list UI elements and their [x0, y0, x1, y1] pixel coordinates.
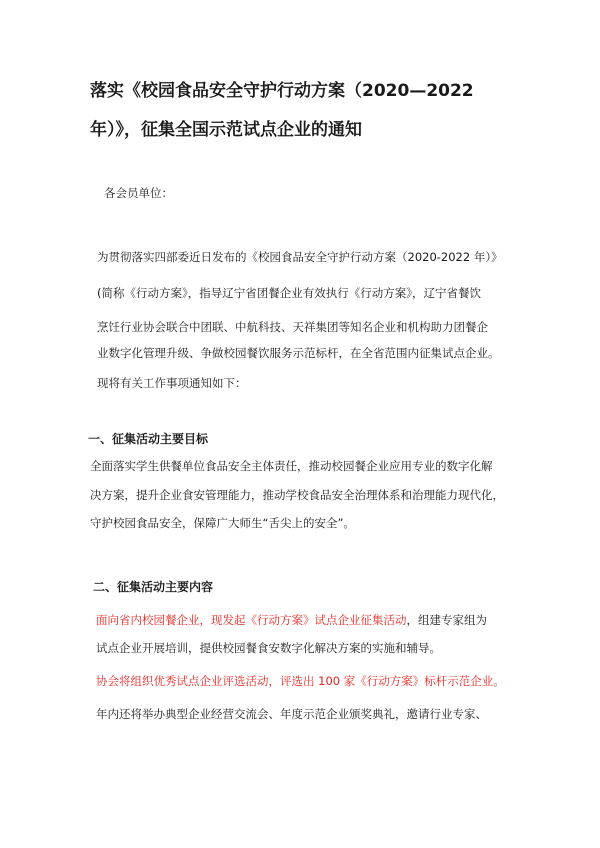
section-content-line: 试点企业开展培训，提供校园餐食安数字化解决方案的实施和辅导。 [96, 641, 441, 655]
intro-line: 为贯彻落实四部委近日发布的《校园食品安全守护行动方案（2020-2022 年）》 [97, 250, 503, 264]
section-goals-line: 守护校园食品安全，保障广大师生“舌尖上的安全”。 [90, 516, 355, 530]
section-content-line: 年内还将举办典型企业经营交流会、年度示范企业颁奖典礼，邀请行业专家、 [96, 707, 487, 721]
section-goals-line: 决方案，提升企业食安管理能力，推动学校食品安全治理体系和治理能力现代化， [90, 488, 504, 502]
document-title-line-1: 落实《校园食品安全守护行动方案（2020—2022 [90, 81, 474, 101]
section-heading-content: 二、征集活动主要内容 [93, 580, 214, 594]
highlighted-text: 面向省内校园餐企业，现发起《行动方案》试点企业征集活动 [96, 613, 407, 627]
section-content-text: ，组建专家组为 [406, 613, 487, 627]
highlighted-text: 协会将组织优秀试点企业评选活动，评选出 100 家《行动方案》标杆示范企业。 [96, 674, 505, 688]
intro-line: 烹饪行业协会联合中团联、中航科技、天祥集团等知名企业和机构助力团餐企 [97, 320, 488, 334]
salutation: 各会员单位： [104, 186, 173, 200]
intro-line: 业数字化管理升级、争做校园餐饮服务示范标杆，在全省范围内征集试点企业。 [97, 346, 500, 360]
section-heading-goals: 一、征集活动主要目标 [88, 432, 209, 446]
intro-line: (简称《行动方案》，指导辽宁省团餐企业有效执行《行动方案》，辽宁省餐饮 [97, 286, 481, 300]
document-title-line-2: 年）》，征集全国示范试点企业的通知 [90, 120, 362, 140]
section-goals-line: 全面落实学生供餐单位食品安全主体责任，推动校园餐企业应用专业的数字化解 [90, 459, 493, 473]
intro-line: 现将有关工作事项通知如下： [97, 376, 247, 390]
section-content-line [96, 612, 487, 628]
